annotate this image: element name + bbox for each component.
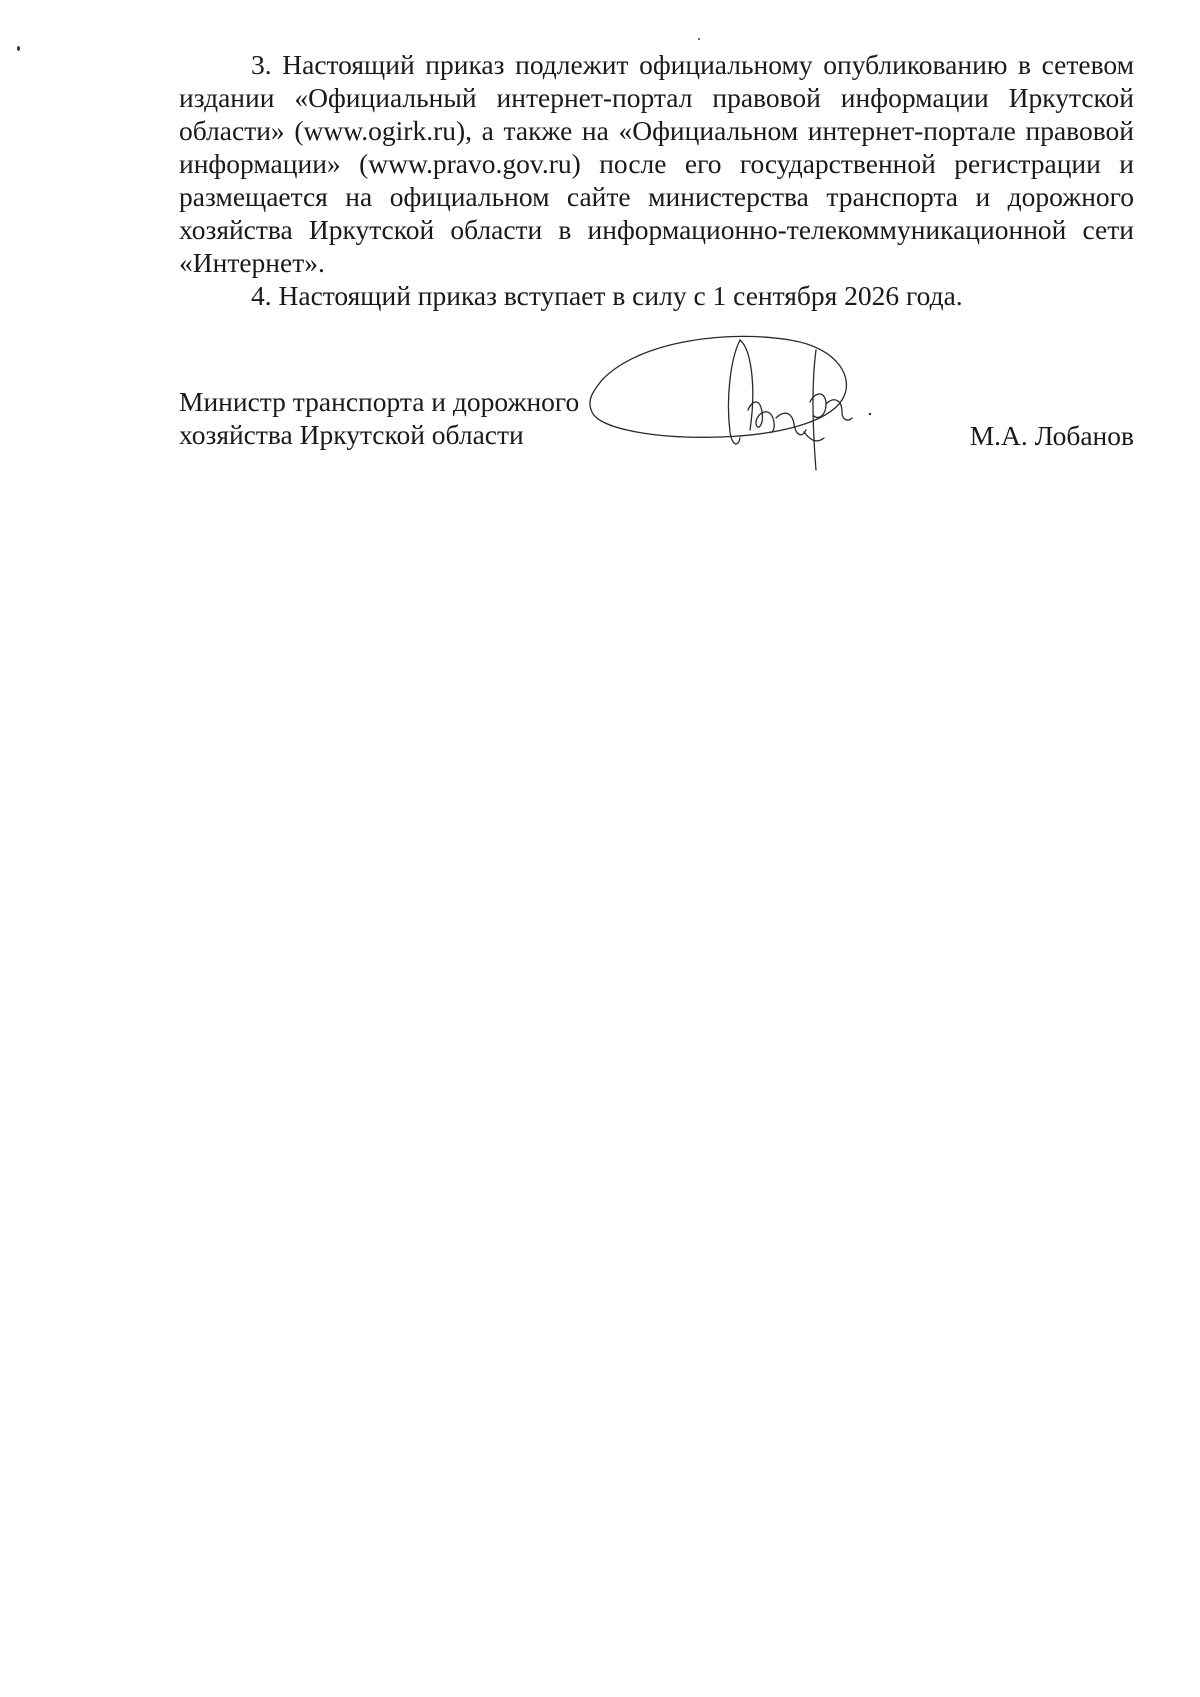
signer-position (179, 385, 599, 451)
document-body (179, 48, 1134, 312)
paragraph-3: 3. Настоящий приказ подлежит официальному опубликованию в сетевом издании «Официальный интернет-портал правовой информации Иркутской области» (www.ogirk.ru), а также на «Официальном интернет-портале правовой информации» (www.pravo.gov.ru) после его государственной регистрации и размещается на официальном сайте министерства транспорта и дорожного хозяйства Иркутской области в информационно-телекоммуникационной сети «Интернет». (179, 49, 1134, 278)
signer-position-line-1: Министр транспорта и дорожного (179, 386, 580, 417)
scan-speck (17, 46, 20, 51)
signer-position-line-2: хозяйства Иркутской области (179, 419, 524, 450)
paragraph-4: 4. Настоящий приказ вступает в силу с 1 сентября 2026 года. (251, 280, 963, 311)
signer-name: М.А. Лобанов (969, 420, 1134, 451)
handwritten-signature-icon (580, 320, 920, 490)
scan-speck (698, 38, 700, 40)
